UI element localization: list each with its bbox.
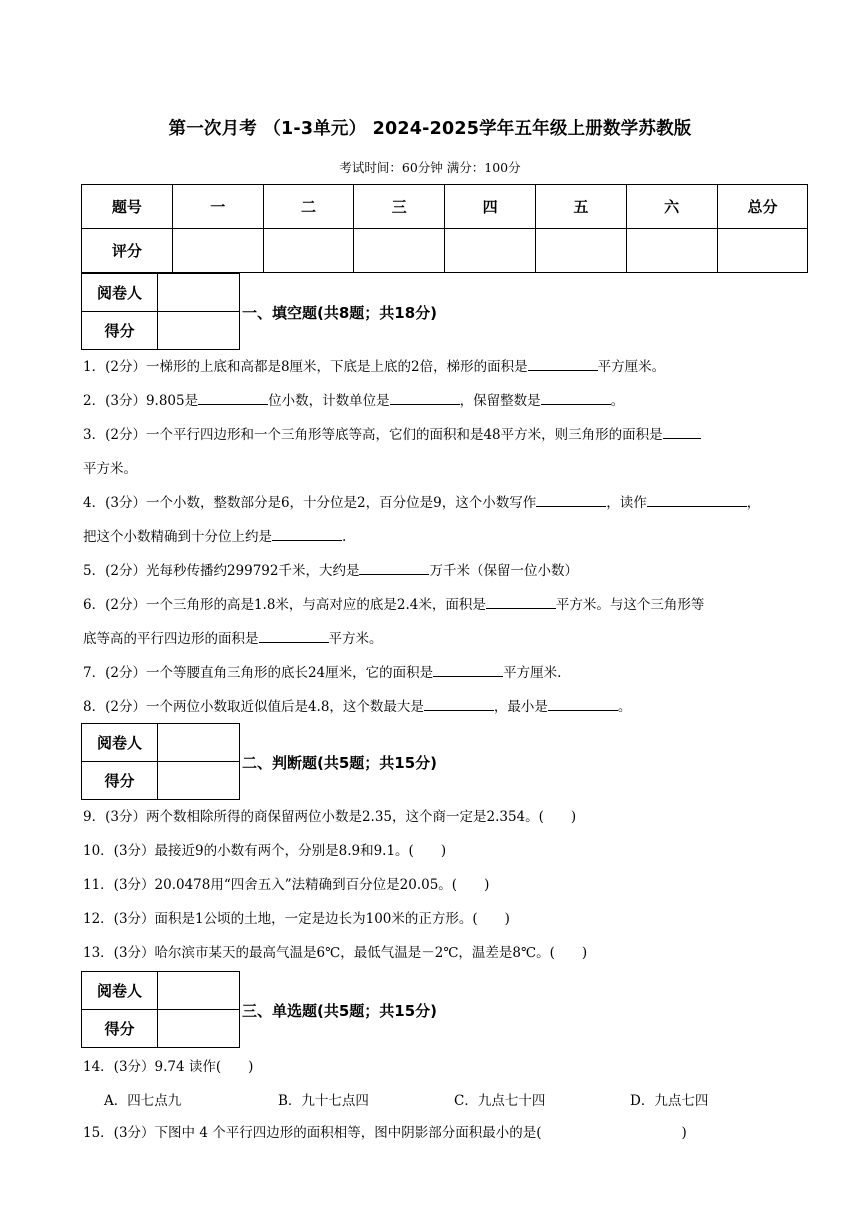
question-text: 15．(3分）下图中 4 个平行四边形的面积相等，图中阴影部分面积最小的是( [83,1125,542,1141]
question-text: . [342,529,347,545]
option-d[interactable]: D．九点七四 [630,1093,709,1109]
question-text: 平方米。与这个三角形等 [555,597,705,613]
question-text: 万千米（保留一位小数） [429,563,578,579]
question-text: 7．(2分）一个等腰直角三角形的底长24厘米，它的面积是 [83,665,434,681]
question-text: ，读作 [606,495,647,511]
grader-box [81,971,240,1048]
question-8 [83,690,811,724]
answer-blank [424,696,494,711]
reviewer-label: 阅卷人 [82,972,158,1010]
exam-info: 考试时间：60分钟 满分：100分 [339,160,521,175]
question-text: ，保留整数是 [459,393,541,409]
question-text: 平方米。 [83,461,137,477]
question-text: 平方厘米。 [597,359,666,375]
score-cell [445,229,536,273]
question-9: 9．(3分）两个数相除所得的商保留两位小数是2.35，这个商一定是2.354。( ) [83,809,577,825]
score-label: 得分 [82,762,158,800]
reviewer-cell [158,972,240,1010]
question-10: 10．(3分）最接近9的小数有两个，分别是8.9和9.1。( ) [83,843,447,859]
question-text: 8．(2分）一个两位小数取近似值后是4.8，这个数最大是 [83,699,424,715]
question-15 [83,1116,811,1150]
answer-blank [528,356,598,371]
question-14: 14．(3分）9.74 读作( ) [83,1059,254,1075]
question-text: 平方米。 [328,631,383,647]
option-b[interactable]: B．九十七点四 [278,1093,369,1109]
question-4 [83,486,811,520]
option-c[interactable]: C．九点七十四 [454,1093,546,1109]
question-text: 5．(2分）光每秒传播约299792千米，大约是 [83,563,360,579]
header-cell: 六 [626,185,717,229]
score-cell [172,229,263,273]
question-text: 底等高的平行四边形的面积是 [83,631,259,647]
question-12: 12．(3分）面积是1公顷的土地，一定是边长为100米的正方形。( ) [83,911,510,927]
question-3 [83,418,811,452]
answer-blank [536,492,606,507]
reviewer-label: 阅卷人 [82,724,158,762]
header-cell: 总分 [717,185,808,229]
header-cell: 四 [445,185,536,229]
score-cell [535,229,626,273]
question-text: ，最小是 [493,699,548,715]
page-title: 第一次月考 （1-3单元） 2024-2025学年五年级上册数学苏教版 [168,119,692,139]
score-table [81,184,808,273]
answer-blank [198,390,268,405]
section-heading: 三、单选题(共5题；共15分) [242,1002,438,1020]
score-label: 得分 [82,312,158,350]
score-table-header-row [82,185,808,229]
question-text: 位小数，计数单位是 [268,393,390,409]
section-heading: 一、填空题(共8题；共18分) [242,304,438,322]
answer-blank [433,662,503,677]
question-11: 11．(3分）20.0478用“四舍五入”法精确到百分位是20.05。( ) [83,877,490,893]
question-text: 2．(3分）9.805是 [83,393,199,409]
question-text: 1．(2分）一梯形的上底和高都是8厘米，下底是上底的2倍，梯形的面积是 [83,359,528,375]
question-text: ， [746,495,761,511]
question-text: ) [681,1125,687,1141]
question-text: 平方厘米. [503,665,562,681]
question-text: 。 [617,699,632,715]
score-cell [158,1010,240,1048]
question-7 [83,656,811,690]
question-text: 4．(3分）一个小数，整数部分是6，十分位是2，百分位是9，这个小数写作 [83,495,537,511]
answer-blank [359,560,429,575]
question-6 [83,588,811,622]
reviewer-cell [158,724,240,762]
score-cell [717,229,808,273]
header-cell: 二 [263,185,354,229]
header-cell: 五 [535,185,626,229]
question-text: 3．(2分）一个平行四边形和一个三角形等底等高，它们的面积和是48平方米，则三角形的面积是 [83,427,663,443]
question-2 [83,384,811,418]
score-cell [626,229,717,273]
question-text: 6．(2分）一个三角形的高是1.8米，与高对应的底是2.4米，面积是 [83,597,486,613]
grader-box [81,273,240,350]
option-a[interactable]: A．四七点九 [104,1093,182,1109]
answer-blank [259,628,329,643]
question-13: 13．(3分）哈尔滨市某天的最高气温是6℃，最低气温是－2℃，温差是8℃。( ) [83,945,588,961]
score-cell [354,229,445,273]
answer-blank [663,424,701,439]
score-cell [263,229,354,273]
grader-box [81,723,240,800]
question-text: 把这个小数精确到十分位上约是 [83,529,272,545]
answer-blank [647,492,747,507]
question-4-cont [83,520,811,554]
question-text: 。 [610,393,625,409]
score-label: 得分 [82,1010,158,1048]
question-3-cont [83,452,811,486]
question-6-cont [83,622,811,656]
question-1 [83,350,811,384]
answer-blank [548,696,618,711]
score-cell [158,762,240,800]
section-heading: 二、判断题(共5题；共15分) [242,754,438,772]
reviewer-cell [158,274,240,312]
header-cell: 题号 [82,185,173,229]
answer-blank [541,390,611,405]
answer-blank [272,526,342,541]
question-5 [83,554,811,588]
header-cell: 一 [172,185,263,229]
score-cell [158,312,240,350]
row-label: 评分 [82,229,173,273]
header-cell: 三 [354,185,445,229]
answer-blank [486,594,556,609]
score-table-score-row [82,229,808,273]
answer-blank [390,390,460,405]
reviewer-label: 阅卷人 [82,274,158,312]
